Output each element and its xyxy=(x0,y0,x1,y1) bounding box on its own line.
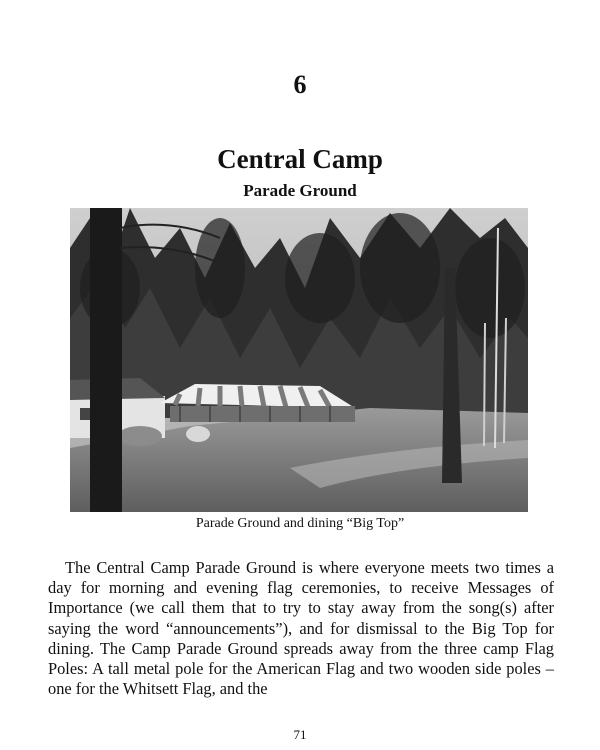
photo-caption: Parade Ground and dining “Big Top” xyxy=(195,516,405,531)
chapter-number: 6 xyxy=(293,70,307,99)
section-title: Parade Ground xyxy=(243,181,357,200)
page-number: 71 xyxy=(293,727,307,742)
parade-ground-photo xyxy=(70,208,528,512)
chapter-title: Central Camp xyxy=(217,144,383,174)
body-paragraph: The Central Camp Parade Ground is where everyone meets two times a day for morning and evening flag ceremonies, to receive Messages of Importance (we call them that to try to stay away from the song(s) after saying the word “announcements”), and for dismissal to the Big Top for dining. The Camp Parade Ground spreads away from the three camp Flag Poles: A tall metal pole for the American Flag and two wooden side poles – one for the Whitsett Flag, and the xyxy=(48,558,554,699)
